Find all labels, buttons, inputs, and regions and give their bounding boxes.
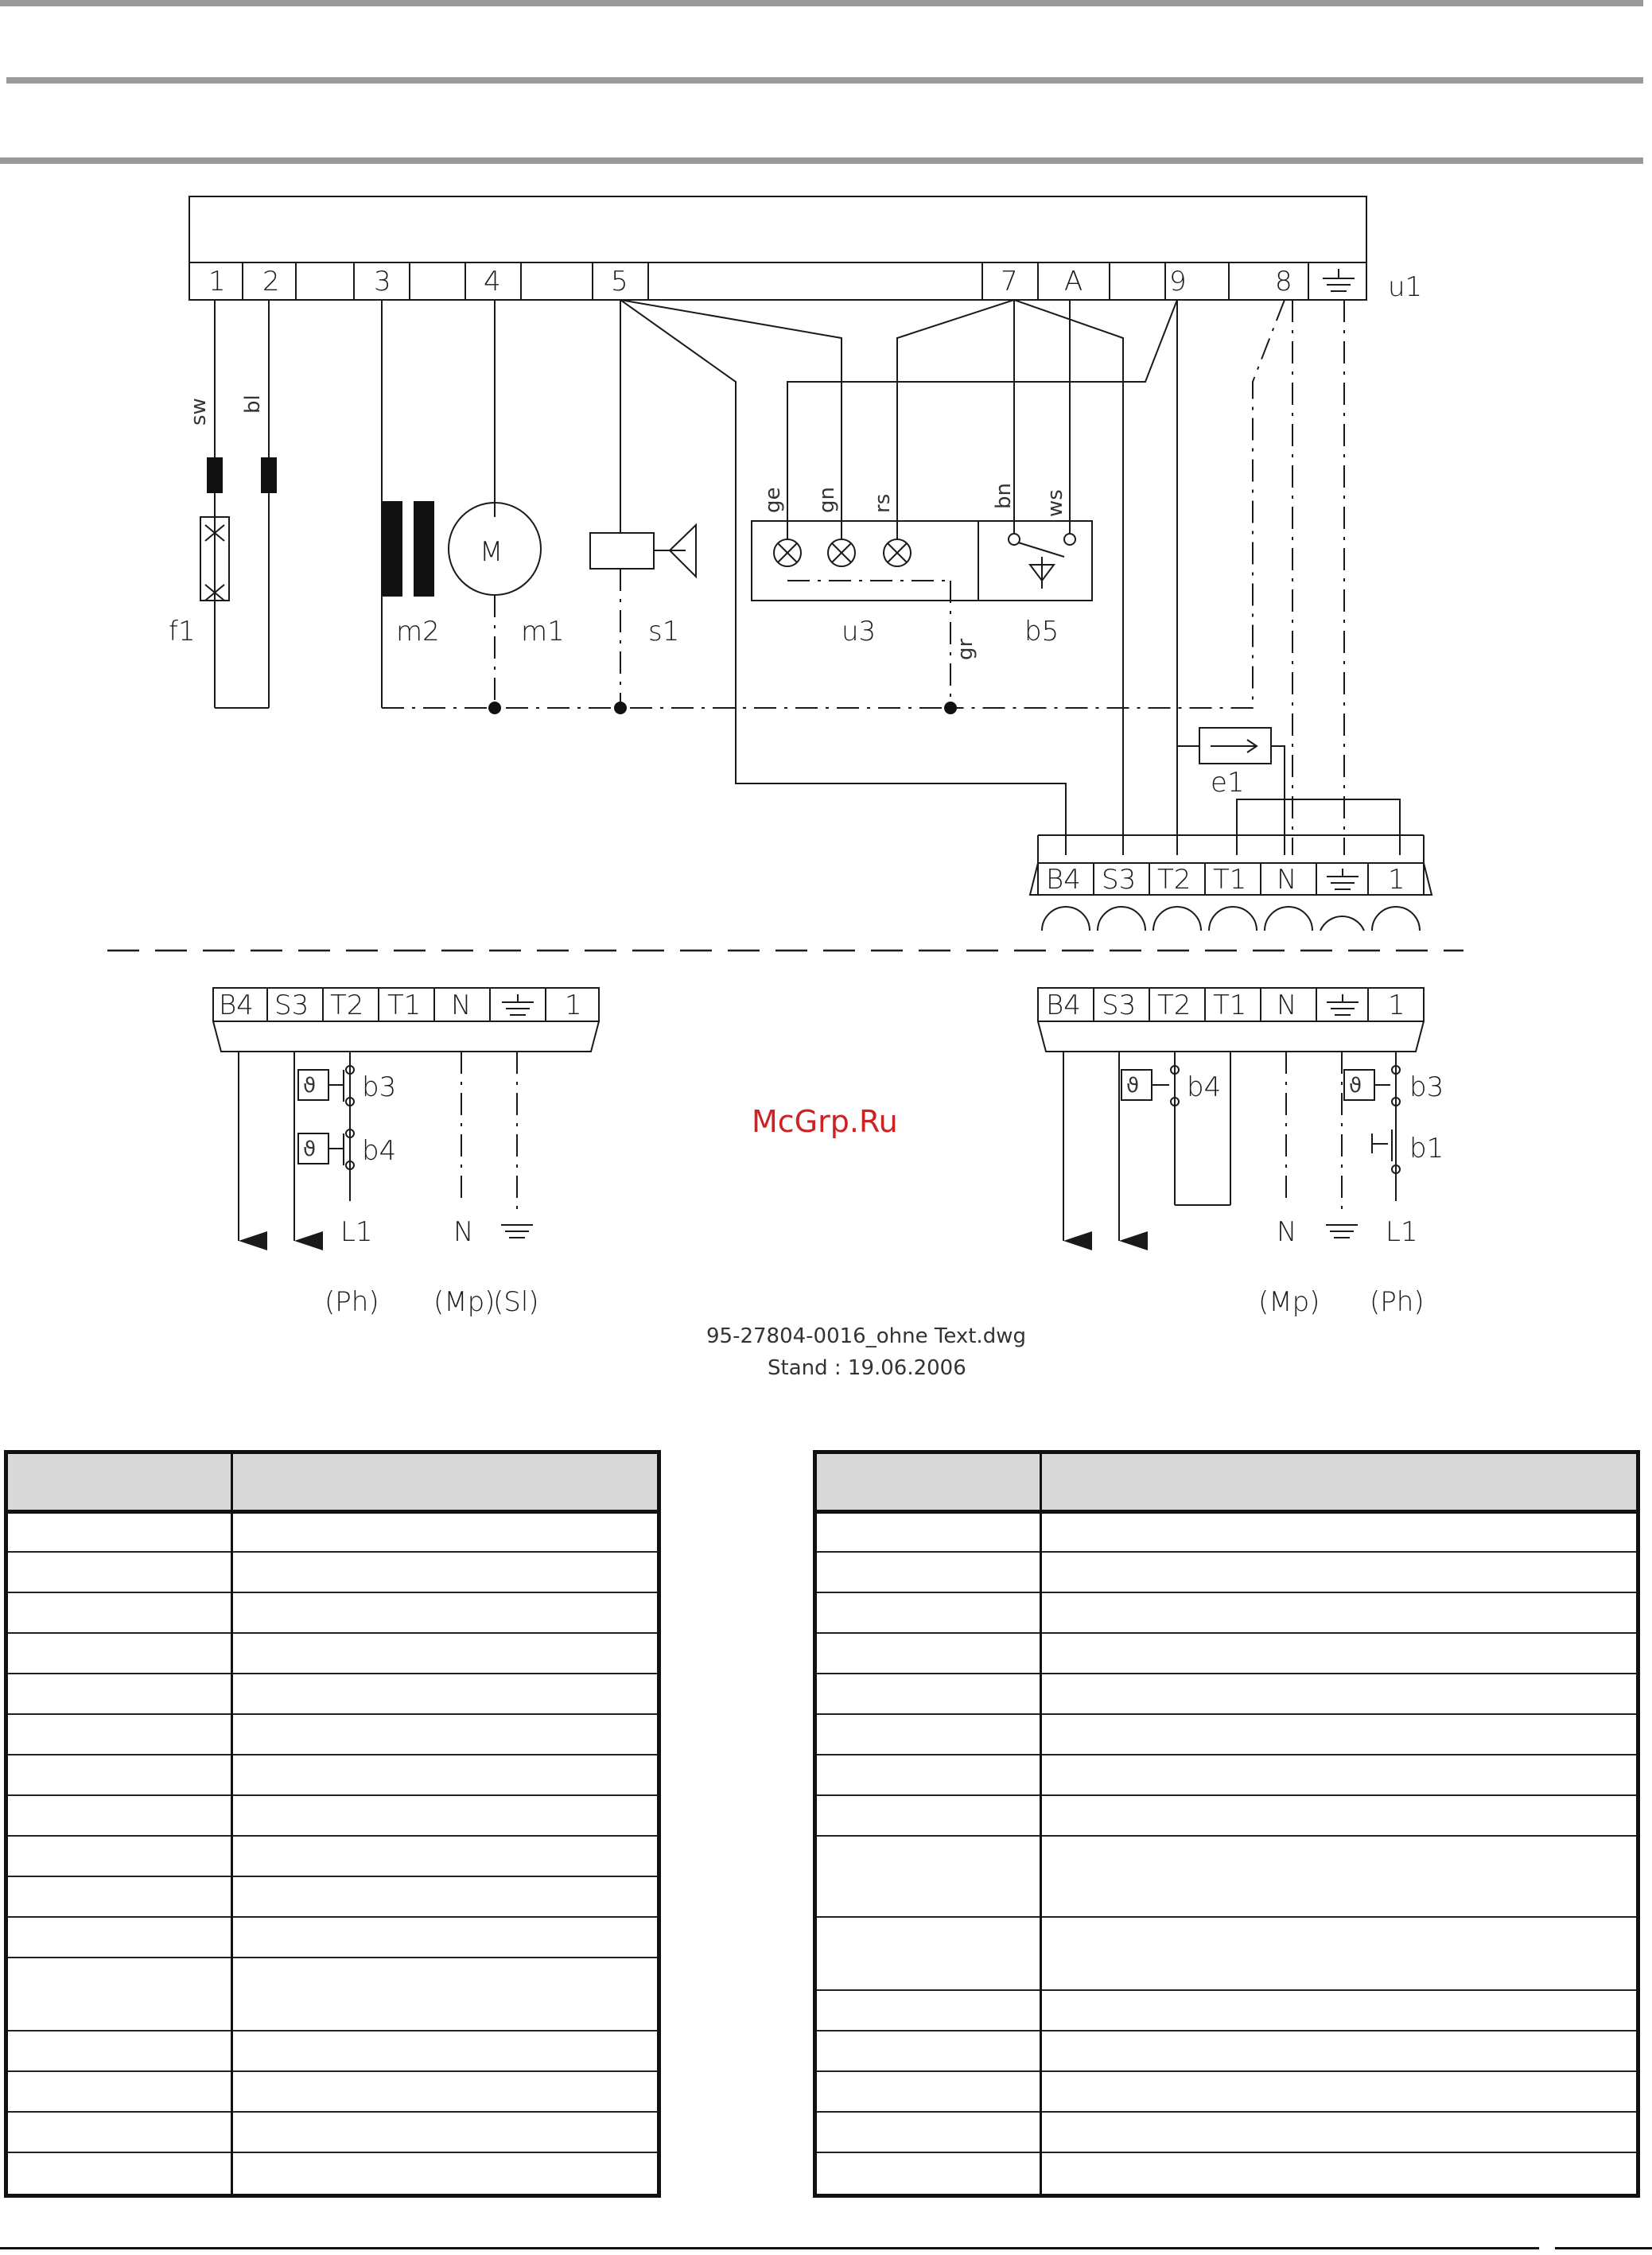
terminal-4-label: 4 <box>484 266 501 297</box>
watermark-text: McGrp.Ru <box>752 1104 898 1139</box>
component-m2-label: m2 <box>396 616 440 647</box>
ground-icon <box>502 994 534 1015</box>
plug-contacts <box>1042 907 1420 931</box>
note-mp-left: (Mp) <box>433 1286 496 1318</box>
component-s1-label: s1 <box>648 616 680 647</box>
connector-br-t1: T1 <box>1213 989 1247 1021</box>
svg-text:ϑ: ϑ <box>1126 1074 1140 1098</box>
switch-b1-label: b1 <box>1409 1133 1444 1164</box>
terminal-a-label: A <box>1064 266 1083 297</box>
drawing-filename: 95-27804-0016_ohne Text.dwg <box>706 1324 1026 1348</box>
terminal-1-label: 1 <box>208 266 226 297</box>
svg-text:ϑ: ϑ <box>1349 1074 1362 1098</box>
ground-icon <box>1323 269 1355 291</box>
component-f1-label: f1 <box>169 616 196 647</box>
connector-bl-t2: T2 <box>330 989 364 1021</box>
component-m1-label: m1 <box>521 616 565 647</box>
connector-bl-n: N <box>451 989 472 1021</box>
switch-b4-right-label: b4 <box>1187 1071 1222 1103</box>
terminal-n-right: N <box>1277 1216 1297 1248</box>
terminal-strip-top <box>243 262 1308 300</box>
connector-bl-b4: B4 <box>219 989 254 1021</box>
footer-rule-right <box>1555 2247 1652 2249</box>
component-u3-label: u3 <box>842 616 877 647</box>
connector-block-bl <box>261 457 277 493</box>
wire-color-bn: bn <box>992 483 1016 509</box>
wire-color-gn: gn <box>815 487 839 513</box>
note-sl-left: (Sl) <box>493 1286 539 1318</box>
wire-color-gr: gr <box>954 638 978 660</box>
note-ph-right: (Ph) <box>1370 1286 1425 1318</box>
terminal-7-label: 7 <box>1001 266 1018 297</box>
connector-block-sw <box>207 457 223 493</box>
connector-right-1: 1 <box>1388 864 1405 896</box>
terminal-5-label: 5 <box>611 266 628 297</box>
wire-color-bl: bl <box>241 395 265 414</box>
valve-s1-icon <box>590 533 654 569</box>
connector-bl-t1: T1 <box>387 989 422 1021</box>
connector-br-s3: S3 <box>1102 989 1137 1021</box>
ground-icon <box>1327 994 1359 1015</box>
note-mp-right: (Mp) <box>1258 1286 1320 1318</box>
connector-bl-1: 1 <box>565 989 582 1021</box>
terminal-2-label: 2 <box>262 266 280 297</box>
connector-right-t1: T1 <box>1213 864 1247 896</box>
connector-right-b4: B4 <box>1046 864 1081 896</box>
connector-right-t2: T2 <box>1157 864 1191 896</box>
wire-color-rs: rs <box>871 493 895 513</box>
switch-b3-right-label: b3 <box>1409 1071 1444 1103</box>
terminal-9-label: 9 <box>1169 266 1187 297</box>
note-ph-left: (Ph) <box>325 1286 379 1318</box>
ground-icon <box>1326 1225 1358 1238</box>
switch-b3-left-label: b3 <box>362 1071 397 1103</box>
switch-b1-icon <box>1372 1129 1392 1161</box>
connector-bl-s3: S3 <box>274 989 309 1021</box>
connector-right-s3: S3 <box>1102 864 1137 896</box>
terminal-8-label: 8 <box>1275 266 1292 297</box>
component-b5-label: b5 <box>1024 616 1059 647</box>
terminal-3-label: 3 <box>374 266 391 297</box>
terminal-n-left: N <box>453 1216 474 1248</box>
switch-b5-icon <box>1018 542 1064 589</box>
wire-color-ge: ge <box>761 487 785 513</box>
module-u3-b5 <box>752 521 1092 601</box>
unit-u1-label: u1 <box>1388 271 1423 303</box>
terminal-l1-left: L1 <box>340 1216 373 1248</box>
ground-icon <box>501 1225 533 1238</box>
switch-b4-left-label: b4 <box>362 1135 397 1167</box>
component-e1-label: e1 <box>1211 767 1245 799</box>
connector-br-b4: B4 <box>1046 989 1081 1021</box>
parts-table-right <box>813 1450 1640 2198</box>
control-unit-box <box>189 196 1366 300</box>
wire-color-sw: sw <box>187 398 211 426</box>
footer-rule-left <box>0 2247 1539 2249</box>
connector-br-t2: T2 <box>1157 989 1191 1021</box>
ground-icon <box>1327 869 1359 889</box>
svg-text:ϑ: ϑ <box>303 1137 317 1161</box>
connector-br-n: N <box>1277 989 1297 1021</box>
connector-right-n: N <box>1277 864 1297 896</box>
svg-text:ϑ: ϑ <box>303 1074 317 1098</box>
capacitor-m2-icon <box>382 501 402 597</box>
motor-symbol-label: M <box>480 536 503 568</box>
drawing-date: Stand : 19.06.2006 <box>768 1356 966 1380</box>
parts-table-left <box>4 1450 661 2198</box>
connector-br-1: 1 <box>1388 989 1405 1021</box>
wire-color-ws: ws <box>1044 489 1067 517</box>
terminal-l1-right: L1 <box>1386 1216 1418 1248</box>
